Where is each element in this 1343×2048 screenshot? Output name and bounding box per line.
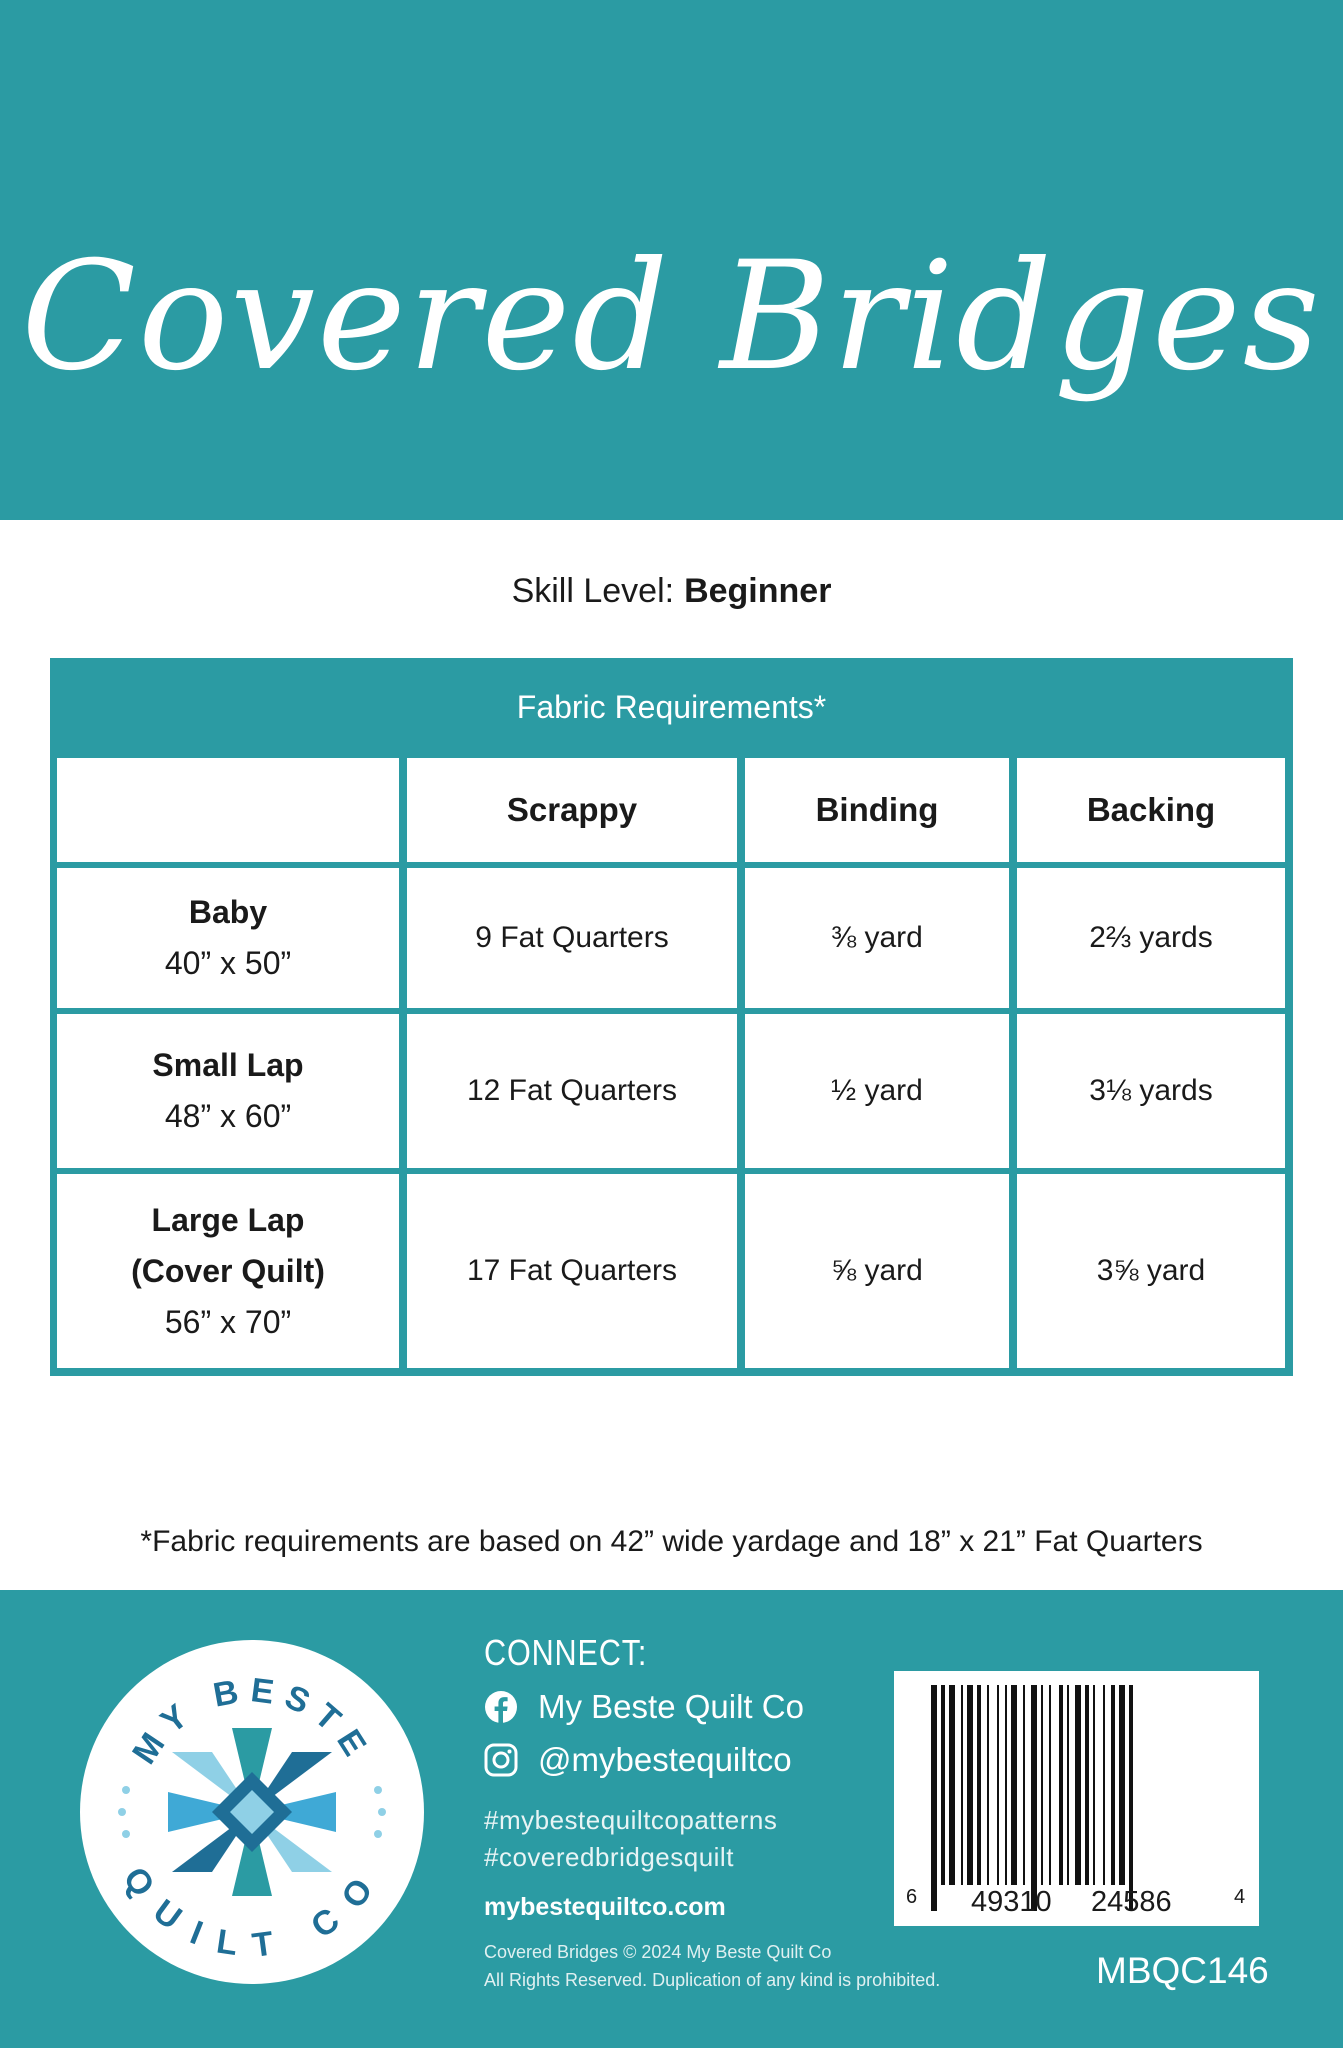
- instagram-handle: @mybestequiltco: [538, 1741, 792, 1778]
- size-subname: (Cover Quilt): [131, 1252, 325, 1289]
- barcode-bar: [1103, 1685, 1105, 1885]
- barcode-bar: [1031, 1685, 1037, 1911]
- barcode-bar: [1111, 1685, 1115, 1885]
- barcode-bar: [977, 1685, 981, 1885]
- brand-logo: [80, 1640, 424, 1984]
- column-header-binding: Binding: [745, 758, 1009, 862]
- table-caption: Fabric Requirements*: [516, 689, 827, 725]
- size-name: Large Lap: [151, 1201, 305, 1238]
- barcode-right-digit: 4: [1234, 1886, 1246, 1908]
- table-row-label: [57, 1014, 399, 1168]
- facebook-handle: My Beste Quilt Co: [538, 1688, 804, 1725]
- website-link[interactable]: mybestequiltco.com: [484, 1893, 726, 1921]
- barcode-bar: [1085, 1685, 1089, 1885]
- table-header-empty: [57, 758, 399, 862]
- table-row-label: [57, 868, 399, 1008]
- cell-binding: ⅝ yard: [745, 1174, 1009, 1368]
- barcode-bar: [931, 1685, 937, 1911]
- cell-scrappy: 9 Fat Quarters: [407, 868, 737, 1008]
- barcode-bar: [1011, 1685, 1017, 1885]
- barcode-bar: [1093, 1685, 1095, 1885]
- logo-top-text: MY BESTE: [125, 1671, 379, 1772]
- size-name: Baby: [188, 894, 268, 930]
- barcode-group-2: 24586: [1091, 1886, 1172, 1918]
- sku-code: MBQC146: [1096, 1950, 1269, 1991]
- size-dimensions: 48” x 60”: [164, 1098, 292, 1134]
- hashtag[interactable]: #mybestequiltcopatterns: [484, 1805, 778, 1835]
- barcode-bar: [949, 1685, 955, 1885]
- cell-backing: 3⅝ yard: [1017, 1174, 1285, 1368]
- skill-level-label: Skill Level:: [511, 572, 675, 610]
- facebook-icon: [484, 1690, 518, 1724]
- barcode-bar: [1059, 1685, 1063, 1885]
- connect-heading: CONNECT:: [484, 1632, 648, 1673]
- barcode-bar: [1119, 1685, 1125, 1885]
- barcode-bar: [961, 1685, 963, 1885]
- logo-bottom-text: QUILT CO: [115, 1860, 389, 1965]
- fabric-requirements-table: [50, 658, 1293, 1376]
- barcode-bar: [1067, 1685, 1069, 1885]
- barcode-bar: [1005, 1685, 1007, 1885]
- barcode-group-1: 49310: [971, 1886, 1052, 1918]
- size-dimensions: 56” x 70”: [164, 1303, 292, 1340]
- barcode-bar: [967, 1685, 973, 1885]
- instagram-link[interactable]: [484, 1741, 792, 1779]
- cell-binding: ⅜ yard: [745, 868, 1009, 1008]
- rights-line: All Rights Reserved. Duplication of any kind is prohibited.: [484, 1970, 941, 1990]
- barcode-bar: [941, 1685, 945, 1885]
- size-name: Small Lap: [152, 1047, 304, 1083]
- barcode-bar: [1041, 1685, 1043, 1885]
- cell-backing: 2⅔ yards: [1017, 868, 1285, 1008]
- barcode-bars: [894, 1671, 1259, 1926]
- barcode-bar: [1129, 1685, 1133, 1911]
- pattern-title: Covered Bridges: [21, 230, 1322, 404]
- cell-binding: ½ yard: [745, 1014, 1009, 1168]
- instagram-icon: [484, 1743, 518, 1777]
- barcode-bar: [1075, 1685, 1081, 1885]
- fabric-footnote: *Fabric requirements are based on 42” wide yardage and 18” x 21” Fat Quarters: [140, 1525, 1203, 1558]
- logo-graphic: [80, 1640, 424, 1984]
- size-dimensions: 40” x 50”: [164, 945, 292, 981]
- cell-scrappy: 17 Fat Quarters: [407, 1174, 737, 1368]
- star-mark: [168, 1728, 336, 1896]
- copyright-line: Covered Bridges © 2024 My Beste Quilt Co: [484, 1942, 832, 1962]
- table-row-label: [57, 1174, 399, 1368]
- facebook-link[interactable]: [484, 1688, 804, 1726]
- header-band: [0, 0, 1343, 520]
- barcode-bar: [997, 1685, 999, 1885]
- barcode-left-digit: 6: [906, 1886, 918, 1908]
- hashtag[interactable]: #coveredbridgesquilt: [484, 1842, 734, 1872]
- barcode-bar: [1049, 1685, 1051, 1885]
- cell-backing: 3⅛ yards: [1017, 1014, 1285, 1168]
- cell-scrappy: 12 Fat Quarters: [407, 1014, 737, 1168]
- barcode-bar: [1023, 1685, 1025, 1885]
- column-header-scrappy: Scrappy: [407, 758, 737, 862]
- column-header-backing: Backing: [1017, 758, 1285, 862]
- product-barcode: [894, 1671, 1259, 1926]
- skill-level: [0, 572, 1343, 611]
- skill-level-value: Beginner: [684, 572, 832, 610]
- barcode-bar: [987, 1685, 989, 1885]
